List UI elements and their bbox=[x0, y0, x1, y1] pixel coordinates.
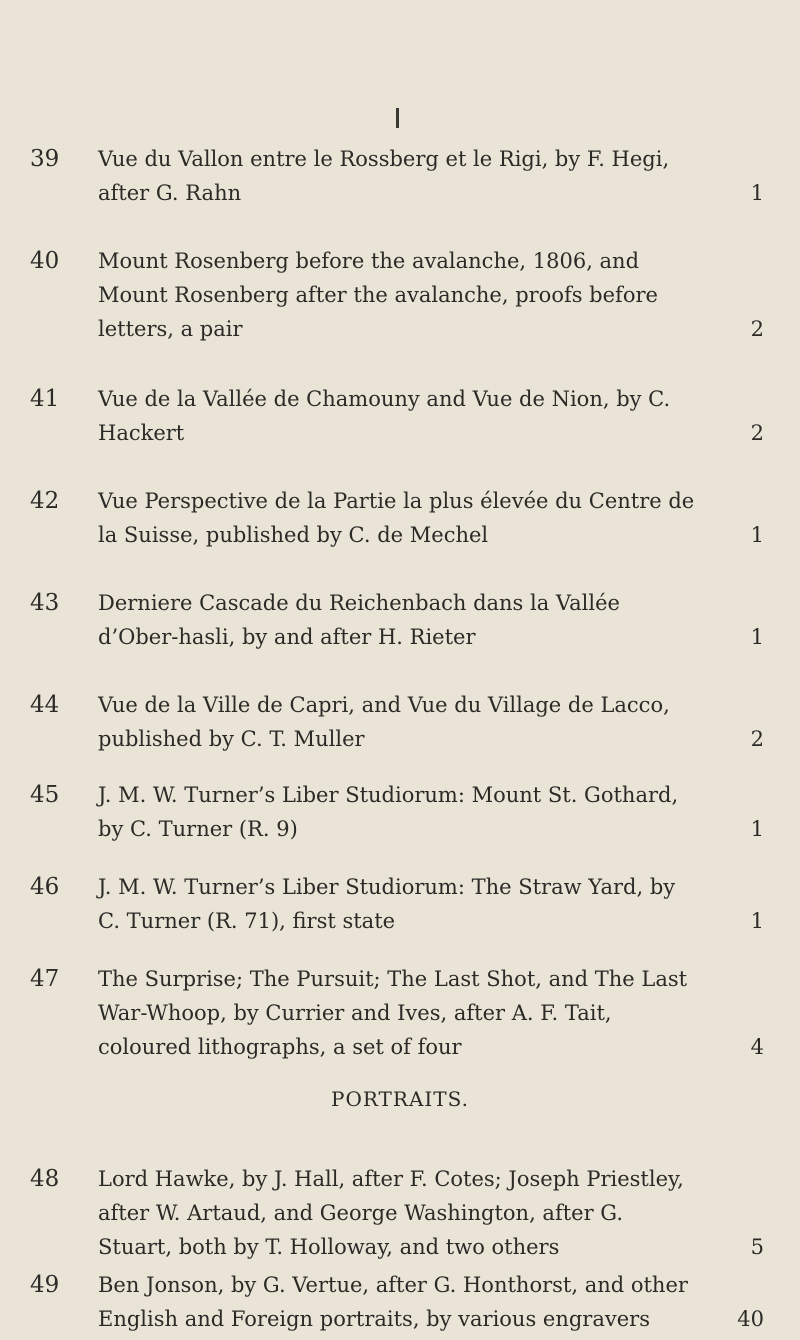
lot-description bbox=[98, 688, 703, 756]
lot-text: Vue Perspective de la Partie la plus élevée du Centre de la Suisse, published by C. de Mechel bbox=[98, 489, 695, 547]
page-mark bbox=[396, 108, 399, 128]
lot-description bbox=[98, 778, 703, 846]
lot-quantity: 40 bbox=[737, 1307, 764, 1331]
lot-quantity: 1 bbox=[750, 523, 764, 547]
lot-number: 39 bbox=[30, 146, 60, 172]
lot-number: 44 bbox=[30, 692, 60, 718]
lot-quantity: 4 bbox=[750, 1035, 764, 1059]
lot-description bbox=[98, 586, 703, 654]
lot-quantity: 5 bbox=[750, 1235, 764, 1259]
lot-number: 48 bbox=[30, 1166, 60, 1192]
lot-description bbox=[98, 382, 703, 450]
lot-text: Vue du Vallon entre le Rossberg et le Rigi, by F. Hegi, after G. Rahn bbox=[98, 147, 670, 205]
lot-text: Ben Jonson, by G. Vertue, after G. Honthorst, and other English and Foreign portraits, by various engravers bbox=[98, 1273, 688, 1331]
lot-text: Lord Hawke, by J. Hall, after F. Cotes; Joseph Priestley, after W. Artaud, and George Washington, after G. Stuart, both by T. Holloway, and two others bbox=[98, 1167, 684, 1259]
lot-number: 40 bbox=[30, 248, 60, 274]
lot-text: J. M. W. Turner’s Liber Studiorum: Mount St. Gothard, by C. Turner (R. 9) bbox=[98, 783, 679, 841]
lot-quantity: 1 bbox=[750, 625, 764, 649]
lot-text: Derniere Cascade du Reichenbach dans la Vallée d’Ober-hasli, by and after H. Rieter bbox=[98, 591, 620, 649]
lot-text: Mount Rosenberg before the avalanche, 1806, and Mount Rosenberg after the avalanche, proofs before letters, a pair bbox=[98, 249, 658, 341]
lot-number: 46 bbox=[30, 874, 60, 900]
lot-quantity: 1 bbox=[750, 817, 764, 841]
lot-quantity: 2 bbox=[750, 727, 764, 751]
lot-quantity: 1 bbox=[750, 909, 764, 933]
lot-description bbox=[98, 142, 703, 210]
lot-number: 45 bbox=[30, 782, 60, 808]
lot-description bbox=[98, 870, 703, 938]
lot-number: 41 bbox=[30, 386, 60, 412]
lot-description bbox=[98, 1162, 703, 1264]
section-heading: PORTRAITS. bbox=[331, 1087, 469, 1111]
lot-description bbox=[98, 484, 703, 552]
lot-text: Vue de la Ville de Capri, and Vue du Village de Lacco, published by C. T. Muller bbox=[98, 693, 670, 751]
lot-number: 47 bbox=[30, 966, 60, 992]
lot-text: J. M. W. Turner’s Liber Studiorum: The Straw Yard, by C. Turner (R. 71), first state bbox=[98, 875, 676, 933]
lot-text: Vue de la Vallée de Chamouny and Vue de Nion, by C. Hackert bbox=[98, 387, 671, 445]
lot-quantity: 2 bbox=[750, 317, 764, 341]
lot-description bbox=[98, 244, 703, 346]
lot-number: 49 bbox=[30, 1272, 60, 1298]
lot-quantity: 2 bbox=[750, 421, 764, 445]
lot-number: 43 bbox=[30, 590, 60, 616]
lot-number: 42 bbox=[30, 488, 60, 514]
lot-quantity: 1 bbox=[750, 181, 764, 205]
lot-description bbox=[98, 962, 703, 1064]
lot-description bbox=[98, 1268, 703, 1336]
lot-text: The Surprise; The Pursuit; The Last Shot, and The Last War-Whoop, by Currier and Ives, after A. F. Tait, coloured lithographs, a set of four bbox=[98, 967, 688, 1059]
